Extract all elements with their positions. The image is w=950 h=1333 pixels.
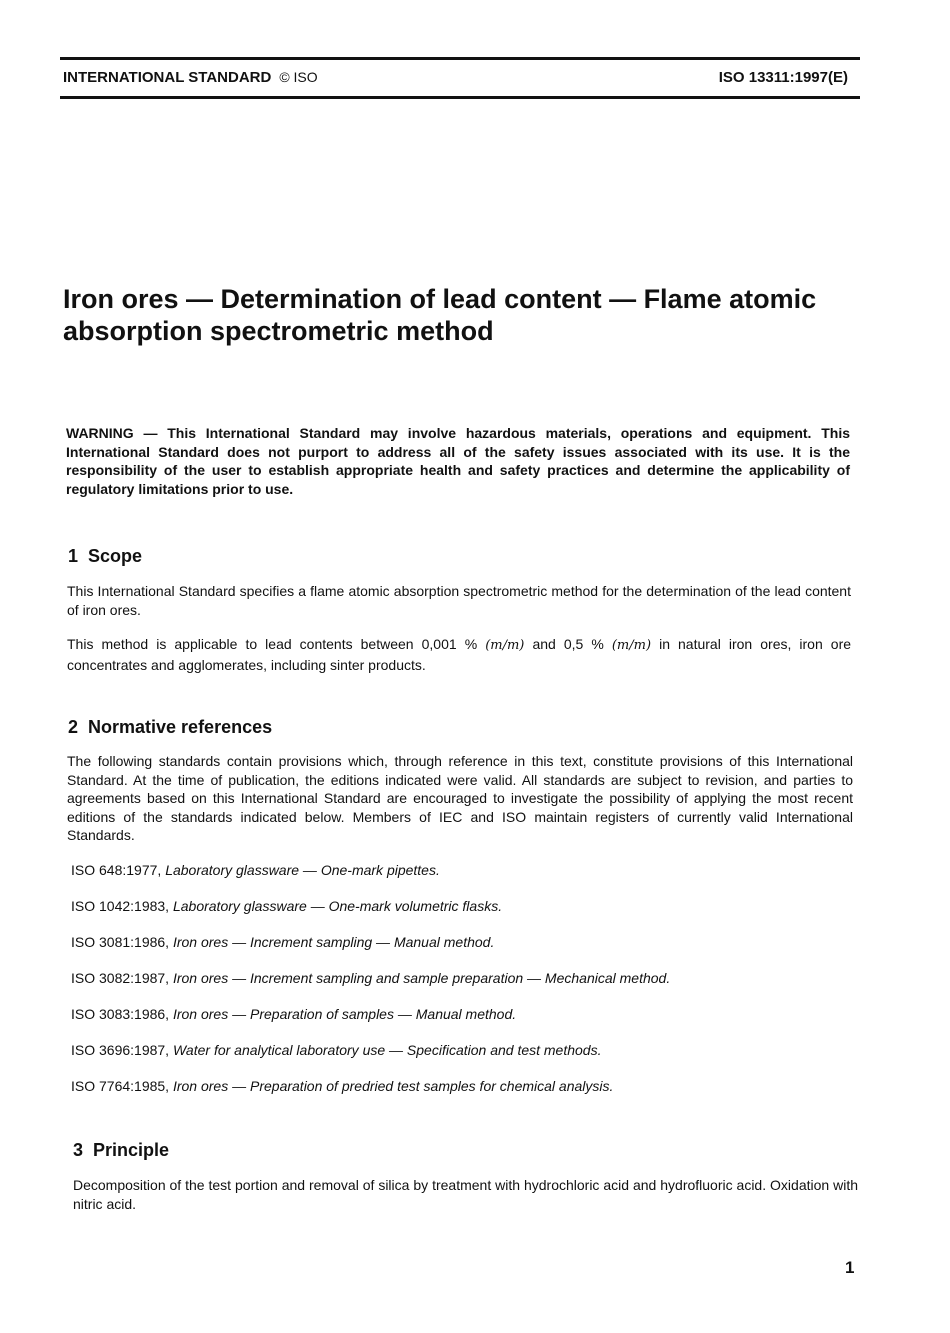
scope-p2-part-a: This method is applicable to lead contents between 0,001 % xyxy=(67,636,478,652)
page-number: 1 xyxy=(845,1258,855,1277)
reference-title: Iron ores — Preparation of predried test samples for chemical analysis. xyxy=(172,1078,614,1094)
reference-item xyxy=(71,897,502,915)
document-title xyxy=(63,283,853,347)
reference-item xyxy=(71,1077,613,1095)
title-line-1: Iron ores — Determination of lead content — Flame atomic xyxy=(63,284,817,314)
header-document-number: ISO 13311:1997(E) xyxy=(718,69,848,86)
reference-code: ISO 3081:1986, xyxy=(71,934,170,950)
reference-title: Laboratory glassware — One-mark pipettes. xyxy=(165,862,440,878)
reference-code: ISO 3696:1987, xyxy=(71,1042,170,1058)
reference-title: Iron ores — Increment sampling — Manual method. xyxy=(172,934,495,950)
reference-item xyxy=(71,933,494,951)
reference-code: ISO 1042:1983, xyxy=(71,898,170,914)
mass-fraction-unit: (m/m) xyxy=(485,638,525,653)
reference-title: Laboratory glassware — One-mark volumetric flasks. xyxy=(172,898,503,914)
scope-paragraph-1: This International Standard specifies a flame atomic absorption spectrometric method for the determination of the lead content of iron ores. xyxy=(67,583,851,618)
section-2-heading xyxy=(68,717,272,738)
title-line-2: absorption spectrometric method xyxy=(63,316,494,346)
mass-fraction-unit: (m/m) xyxy=(611,638,652,653)
header-standard-label: INTERNATIONAL STANDARD xyxy=(63,69,272,86)
reference-title: Iron ores — Preparation of samples — Manual method. xyxy=(172,1006,517,1022)
header-top-rule xyxy=(60,57,860,60)
section-2-number: 2 xyxy=(68,717,79,737)
section-1-heading xyxy=(68,546,142,567)
section-3-heading xyxy=(73,1140,169,1161)
scope-paragraph-2 xyxy=(67,635,851,674)
reference-code: ISO 3083:1986, xyxy=(71,1006,170,1022)
reference-item xyxy=(71,969,670,987)
header-bottom-rule xyxy=(60,96,860,99)
reference-code: ISO 7764:1985, xyxy=(71,1078,170,1094)
reference-code: ISO 648:1977, xyxy=(71,862,162,878)
normative-intro-paragraph: The following standards contain provisions which, through reference in this text, constitute provisions of this International Standard. At the time of publication, the editions indicated were valid. All standards are subject to revision, and parties to agreements based on this International Standard are encouraged to investigate the possibility of applying the most recent editions of the standards indicated below. Members of IEC and ISO maintain registers of currently valid International Standards. xyxy=(67,753,853,843)
reference-code: ISO 3082:1987, xyxy=(71,970,170,986)
section-1-number: 1 xyxy=(68,546,79,566)
reference-title: Iron ores — Increment sampling and sample preparation — Mechanical method. xyxy=(172,970,671,986)
principle-paragraph: Decomposition of the test portion and removal of silica by treatment with hydrochloric acid and hydrofluoric acid. Oxidation with nitric acid. xyxy=(73,1177,858,1212)
reference-item xyxy=(71,1005,516,1023)
section-1-title: Scope xyxy=(88,546,143,566)
header-copyright: © ISO xyxy=(279,69,318,85)
header-left xyxy=(63,69,318,86)
scope-p2-part-b: and 0,5 % xyxy=(532,636,604,652)
scope-p2-part-c: in natural iron ores, iron ore concentrates and agglomerates, including sinter products. xyxy=(67,636,852,673)
section-3-title: Principle xyxy=(93,1140,170,1160)
warning-notice: WARNING — This International Standard may involve hazardous materials, operations and equipment. This International Standard does not purport to address all of the safety issues associated with its use. It is the responsibility of the user to establish appropriate health and safety practices and determine the applicability of regulatory limitations prior to use. xyxy=(66,425,850,497)
section-3-number: 3 xyxy=(73,1140,84,1160)
section-2-title: Normative references xyxy=(88,717,273,737)
reference-title: Water for analytical laboratory use — Specification and test methods. xyxy=(172,1042,602,1058)
reference-item xyxy=(71,861,440,879)
reference-item xyxy=(71,1041,601,1059)
